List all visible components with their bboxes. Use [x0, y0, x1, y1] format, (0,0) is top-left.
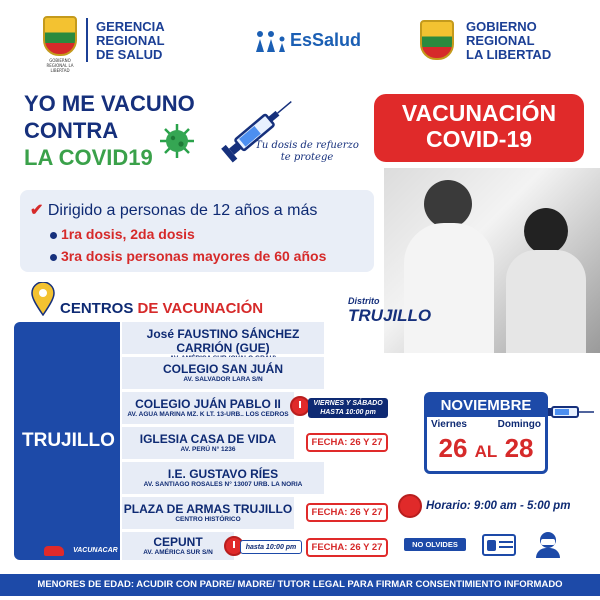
- patient-figure: [524, 208, 568, 254]
- target-audience-box: [20, 190, 374, 272]
- schedule-hours: Horario: 9:00 am - 5:00 pm: [426, 500, 571, 512]
- calendar-end: 28: [504, 433, 534, 463]
- city-panel: [14, 322, 120, 560]
- center-address: AV. PERÚ N° 1236: [180, 446, 236, 453]
- calendar-start: 26: [438, 433, 468, 463]
- target-headline: [30, 200, 317, 220]
- essalud-wordmark: EsSalud: [290, 30, 362, 50]
- nurse-body: [404, 223, 494, 353]
- gobierno-title-line: REGIONAL: [466, 33, 535, 48]
- id-card-icon: [482, 534, 516, 556]
- center-row: [122, 357, 324, 389]
- vacunacar-label: VACUNACAR: [73, 547, 118, 554]
- center-row: [122, 462, 324, 494]
- gerencia-title: [96, 20, 165, 62]
- tagline-line: Tu dosis de refuerzo: [255, 140, 359, 151]
- hero-line: CONTRA: [24, 118, 119, 143]
- hero-line: YO ME VACUNO: [24, 91, 195, 116]
- district-tag: [348, 296, 431, 326]
- gobierno-title-line: LA LIBERTAD: [466, 47, 552, 62]
- calendar-day-end: Domingo: [497, 419, 541, 430]
- booster-tagline: [252, 140, 362, 164]
- gerencia-title-line: REGIONAL: [96, 33, 165, 48]
- dose-line: [50, 248, 326, 264]
- schedule-badge: [308, 398, 388, 418]
- date-calendar: [424, 392, 548, 474]
- district-label: Distrito: [348, 296, 380, 306]
- schedule-badge-line: HASTA 10:00 pm: [320, 409, 376, 416]
- calendar-month: NOVIEMBRE: [427, 395, 545, 417]
- bullet-icon: [50, 254, 57, 261]
- gerencia-title-line: DE SALUD: [96, 47, 163, 62]
- gobierno-logo: [420, 20, 456, 60]
- center-row: [122, 497, 294, 529]
- gerencia-logo: [40, 16, 80, 73]
- no-olvides-label: NO OLVIDES: [404, 538, 466, 551]
- center-name: COLEGIO SAN JUÁN: [162, 362, 283, 376]
- center-row: [122, 532, 234, 560]
- banner-line: VACUNACIÓN: [401, 100, 557, 126]
- tagline-line: te protege: [280, 152, 334, 163]
- calendar-range: [427, 433, 545, 464]
- banner-line: COVID-19: [425, 126, 533, 152]
- district-name: TRUJILLO: [348, 306, 432, 325]
- virus-icon: [158, 122, 196, 160]
- city-name: TRUJILLO: [22, 430, 115, 451]
- alarm-clock-icon: [398, 494, 422, 518]
- dose-line-text: 1ra dosis, 2da dosis: [61, 226, 195, 242]
- patient-body: [506, 250, 586, 353]
- schedule-badge-line: VIERNES Y SÁBADO: [313, 400, 383, 407]
- coat-of-arms-icon: [43, 16, 77, 56]
- car-icon: [44, 546, 64, 556]
- centers-title-b: DE VACUNACIÓN: [137, 300, 264, 317]
- centers-title: [60, 300, 263, 317]
- calendar-day-start: Viernes: [431, 419, 467, 430]
- center-name: IGLESIA CASA DE VIDA: [139, 432, 277, 446]
- center-row: [122, 427, 294, 459]
- dose-line-text: 3ra dosis personas mayores de 60 años: [61, 248, 327, 264]
- syringe-small-icon: [546, 402, 596, 422]
- center-address: AV. SALVADOR LARA S/N: [183, 376, 263, 383]
- essalud-logo: [254, 30, 364, 54]
- hero-line-green: LA COVID19: [24, 145, 153, 170]
- center-name: COLEGIO JUÁN PABLO II: [135, 397, 281, 411]
- nurse-figure: [424, 180, 472, 228]
- center-row: [122, 322, 324, 354]
- coat-of-arms-icon: [420, 20, 454, 60]
- center-name: PLAZA DE ARMAS TRUJILLO: [123, 502, 293, 516]
- calendar-mid: AL: [474, 442, 498, 461]
- masked-person-icon: [534, 530, 562, 558]
- family-icon: [254, 30, 290, 52]
- center-name: I.E. GUSTAVO RÍES: [167, 467, 279, 481]
- footer-notice: MENORES DE EDAD: ACUDIR CON PADRE/ MADRE/ TUTOR LEGAL PARA FIRMAR CONSENTIMIENTO INFORMADO: [0, 574, 600, 596]
- location-pin-icon: [30, 282, 56, 316]
- date-badge: FECHA: 26 Y 27: [306, 503, 388, 522]
- target-headline-text: Dirigido a personas de 12 años a más: [47, 202, 318, 219]
- header-divider: [86, 18, 88, 62]
- clock-icon: [290, 396, 310, 416]
- center-address: AV. AMÉRICA SUR S/N: [143, 549, 213, 556]
- vaccination-banner: [374, 94, 584, 162]
- gobierno-title: [466, 20, 551, 62]
- center-address: AV. AGUA MARINA MZ. K LT. 13-URB.. LOS CEDROS: [127, 411, 289, 418]
- centers-title-a: CENTROS: [60, 300, 138, 317]
- vacunacar-tag: [44, 540, 122, 554]
- center-address: AV. SANTIAGO ROSALES N° 13007 URB. LA NORIA: [143, 481, 303, 488]
- center-name: José FAUSTINO SÁNCHEZ CARRIÓN (GUE): [146, 327, 300, 355]
- gobierno-title-line: GOBIERNO: [466, 19, 537, 34]
- center-row: [122, 392, 294, 424]
- bullet-icon: [50, 232, 57, 239]
- logo-caption: GOBIERNO REGIONAL LA LIBERTAD: [46, 58, 74, 73]
- hours-badge: hasta 10:00 pm: [240, 540, 302, 554]
- center-address: CENTRO HISTÓRICO: [175, 516, 241, 523]
- date-badge: FECHA: 26 Y 27: [306, 433, 388, 452]
- date-badge: FECHA: 26 Y 27: [306, 538, 388, 557]
- check-icon: ✔: [30, 202, 44, 219]
- center-name: CEPUNT: [153, 535, 203, 549]
- dose-line: [50, 226, 195, 242]
- gerencia-title-line: GERENCIA: [96, 19, 165, 34]
